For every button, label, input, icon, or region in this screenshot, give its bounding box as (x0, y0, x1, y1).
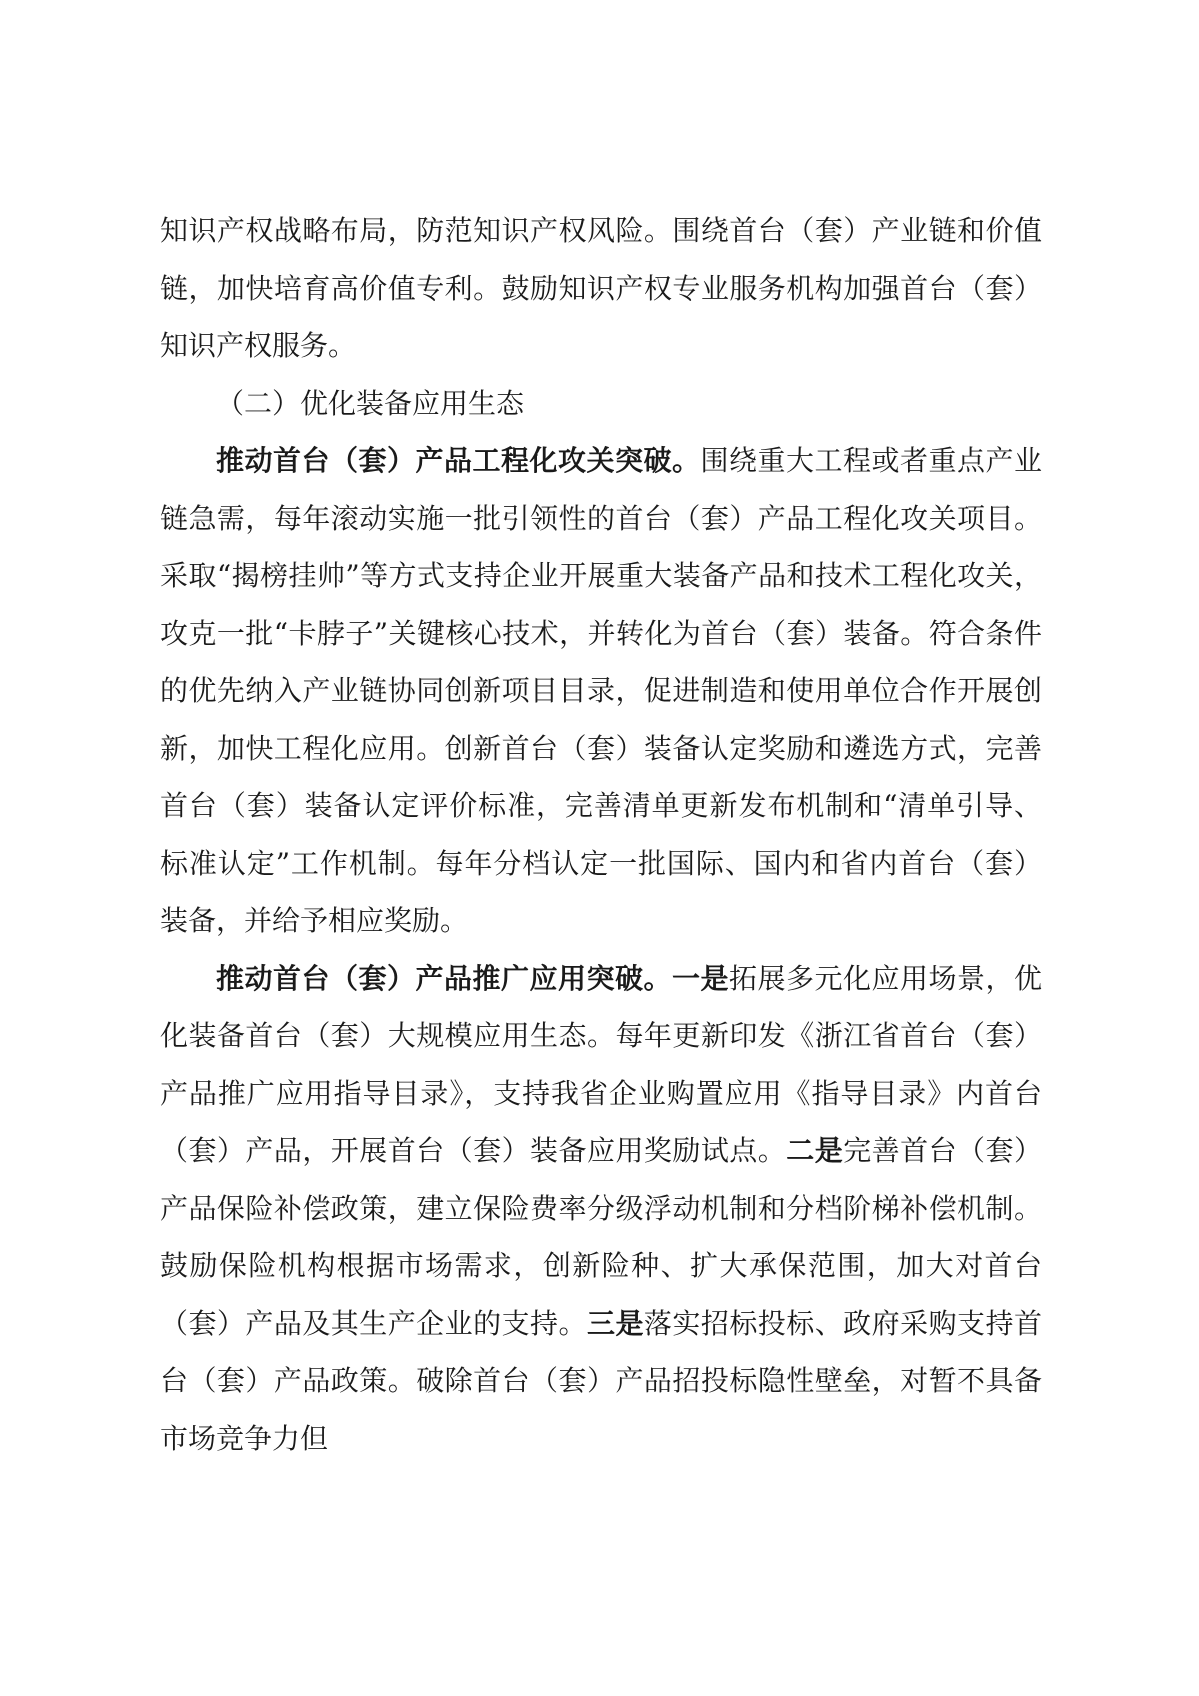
body-third: 落实招标投标、政府采购支持首台（套）产品政策。破除首台（套）产品招投标隐性壁垒，对暂不具备市场竞争力但 (160, 1306, 1042, 1455)
body-second: 完善首台（套）产品保险补偿政策，建立保险费率分级浮动机制和分档阶梯补偿机制。鼓励保险机构根据市场需求，创新险种、扩大承保范围，加大对首台（套）产品及其生产企业的支持。 (160, 1134, 1042, 1340)
paragraph-body-engineering: 围绕重大工程或者重点产业链急需，每年滚动实施一批引领性的首台（套）产品工程化攻关项目。采取“揭榜挂帅”等方式支持企业开展重大装备产品和技术工程化攻关，攻克一批“卡脖子”关键核心技术，并转化为首台（套）装备。符合条件的优先纳入产业链协同创新项目目录，促进制造和使用单位合作开展创新，加快工程化应用。创新首台（套）装备认定奖励和遴选方式，完善首台（套）装备认定评价标准，完善清单更新发布机制和“清单引导、标准认定”工作机制。每年分档认定一批国际、国内和省内首台（套）装备，并给予相应奖励。 (160, 444, 1042, 937)
paragraph-engineering-breakthrough (160, 432, 1042, 950)
marker-second: 二是 (786, 1134, 844, 1167)
marker-first: 一是 (671, 961, 729, 995)
body-first: 拓展多元化应用场景，优化装备首台（套）大规模应用生态。每年更新印发《浙江省首台（套）产品推广应用指导目录》，支持我省企业购置应用《指导目录》内首台（套）产品，开展首台（套）装备应用奖励试点。 (160, 961, 1042, 1167)
paragraph-lead-application: 推动首台（套）产品推广应用突破。 (216, 961, 672, 995)
paragraph-lead-engineering: 推动首台（套）产品工程化攻关突破。 (216, 444, 701, 477)
paragraph-application-breakthrough (160, 950, 1042, 1468)
marker-third: 三是 (586, 1306, 644, 1340)
paragraph-ip-strategy: 知识产权战略布局，防范知识产权风险。围绕首台（套）产业链和价值链，加快培育高价值专利。鼓励知识产权专业服务机构加强首台（套）知识产权服务。 (160, 214, 1042, 362)
section-heading: （二）优化装备应用生态 (216, 386, 525, 420)
document-body (160, 202, 1042, 1467)
